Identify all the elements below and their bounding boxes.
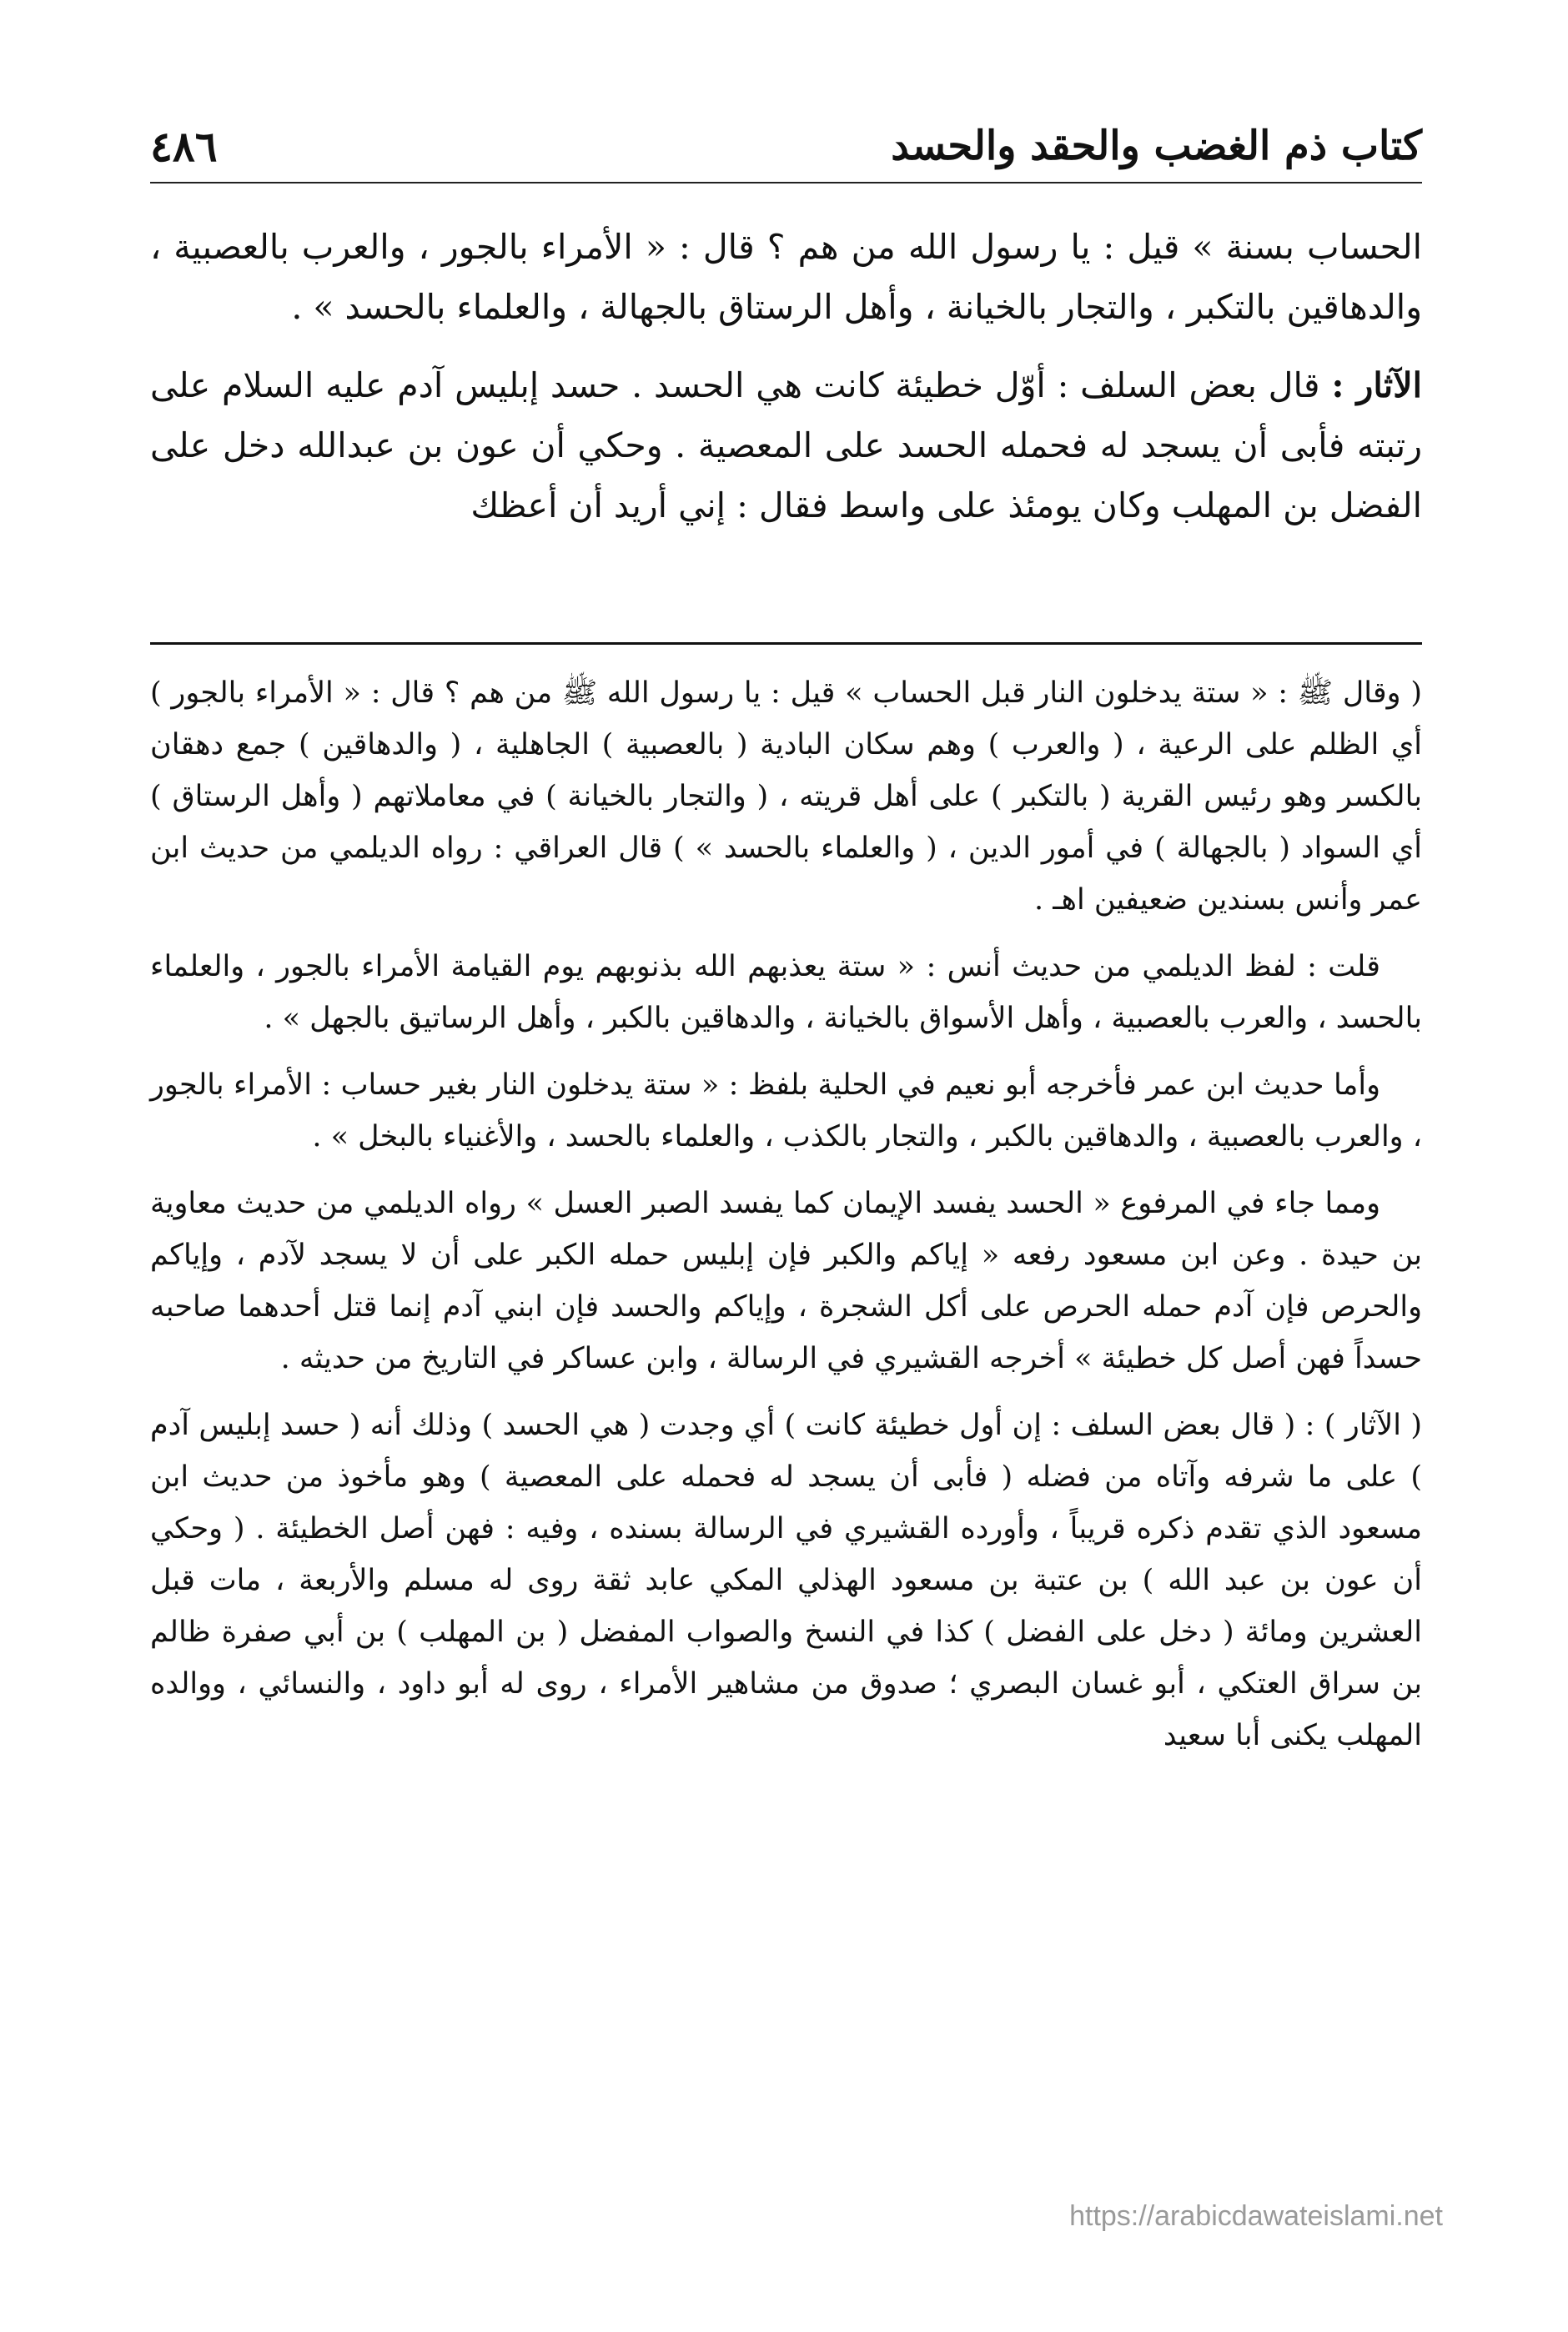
commentary-paragraph-4: ومما جاء في المرفوع « الحسد يفسد الإيمان كما يفسد الصبر العسل » رواه الديلمي من حديث معاوية بن حيدة . وعن ابن مسعود رفعه « إياكم والكبر فإن إبليس حمله الكبر على أن لا يسجد لآدم ، وإياكم والحرص فإن آدم حمله الحرص على أكل الشجرة ، وإياكم والحسد فإن ابني آدم إنما قتل أحدهما صاحبه حسداً فهن أصل كل خطيئة » أخرجه القشيري في الرسالة ، وابن عساكر في التاريخ من حديثه . bbox=[150, 1187, 1422, 1375]
commentary-text bbox=[150, 667, 1422, 1777]
commentary-paragraph-3: وأما حديث ابن عمر فأخرجه أبو نعيم في الحلية بلفظ : « ستة يدخلون النار بغير حساب : الأمراء بالجور ، والعرب بالعصبية ، والدهاقين بالكبر ، والتجار بالكذب ، والعلماء بالحسد ، والأغنياء بالبخل » . bbox=[150, 1068, 1422, 1153]
section-divider bbox=[150, 642, 1422, 645]
watermark-url: https://arabicdawateislami.net bbox=[1069, 2200, 1443, 2232]
commentary-paragraph-1: ( وقال ﷺ : « ستة يدخلون النار قبل الحساب » قيل : يا رسول الله ﷺ من هم ؟ قال : « الأمراء بالجور ) أي الظلم على الرعية ، ( والعرب ) وهم سكان البادية ( بالعصبية ) الجاهلية ، ( والدهاقين ) جمع دهقان بالكسر وهو رئيس القرية ( بالتكبر ) على أهل قريته ، ( والتجار بالخيانة ) في معاملاتهم ( وأهل الرستاق ) أي السواد ( بالجهالة ) في أمور الدين ، ( والعلماء بالحسد » ) قال العراقي : رواه الديلمي من حديث ابن عمر وأنس بسندين ضعيفين اهـ . bbox=[150, 676, 1422, 917]
main-paragraph-1: الحساب بسنة » قيل : يا رسول الله من هم ؟ قال : « الأمراء بالجور ، والعرب بالعصبية ، والدهاقين بالتكبر ، والتجار بالخيانة ، وأهل الرستاق بالجهالة ، والعلماء بالحسد » . bbox=[150, 227, 1422, 327]
main-text bbox=[150, 217, 1422, 554]
commentary-paragraph-2: قلت : لفظ الديلمي من حديث أنس : « ستة يعذبهم الله بذنوبهم يوم القيامة الأمراء بالجور ، والعلماء بالحسد ، والعرب بالعصبية ، وأهل الأسواق بالخيانة ، والدهاقين بالكبر ، وأهل الرساتيق بالجهل » . bbox=[150, 950, 1422, 1035]
commentary-paragraph-5: ( الآثار ) : ( قال بعض السلف : إن أول خطيئة كانت ) أي وجدت ( هي الحسد ) وذلك أنه ( حسد إبليس آدم ) على ما شرفه وآتاه من فضله ( فأبى أن يسجد له فحمله على المعصية ) وهو مأخوذ من حديث ابن مسعود الذي تقدم ذكره قريباً ، وأورده القشيري في الرسالة بسنده ، وفيه : فهن أصل الخطيئة . ( وحكي أن عون بن عبد الله ) بن عتبة بن مسعود الهذلي المكي عابد ثقة روى له مسلم والأربعة ، مات قبل العشرين ومائة ( دخل على الفضل ) كذا في النسخ والصواب المفضل ( بن المهلب ) بن أبي صفرة ظالم بن سراق العتكي ، أبو غسان البصري ؛ صدوق من مشاهير الأمراء ، روى له أبو داود ، والنسائي ، ووالده المهلب يكنى أبا سعيد bbox=[150, 1409, 1422, 1752]
athar-text: قال بعض السلف : أوّل خطيئة كانت هي الحسد . حسد إبليس آدم عليه السلام على رتبته فأبى أن يسجد له فحمله الحسد على المعصية . وحكي أن عون بن عبدالله دخل على الفضل بن المهلب وكان يومئذ على واسط فقال : إني أريد أن أعظك bbox=[150, 365, 1422, 525]
page-header bbox=[150, 117, 1422, 183]
athar-heading: الآثار : bbox=[1331, 365, 1422, 405]
page-number: ٤٨٦ bbox=[150, 121, 218, 171]
main-paragraph-2 bbox=[150, 355, 1422, 535]
running-title: كتاب ذم الغضب والحقد والحسد bbox=[891, 123, 1422, 169]
